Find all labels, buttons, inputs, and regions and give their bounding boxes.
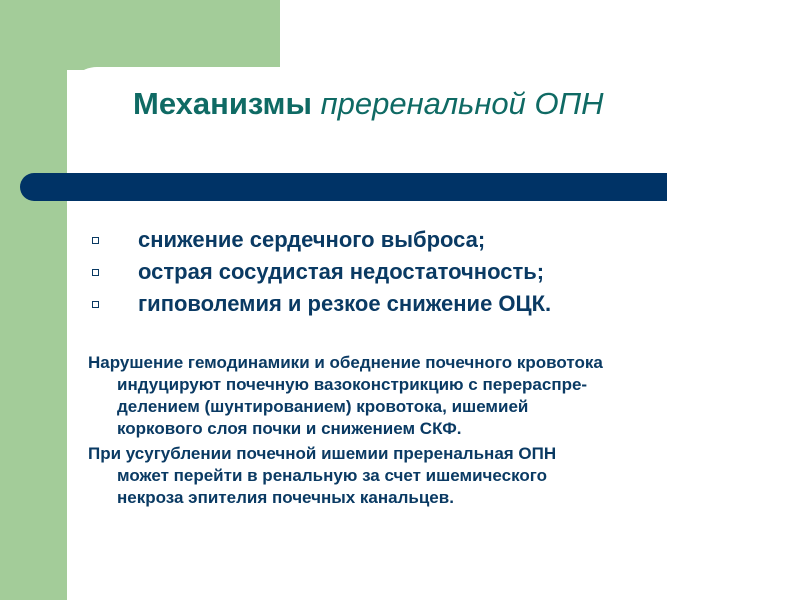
paragraph-line: коркового слоя почки и снижением СКФ. (117, 419, 462, 438)
title-bold-part: Механизмы (133, 86, 312, 121)
content-panel (67, 67, 800, 600)
paragraph-line: При усугублении почечной ишемии преренальная ОПН (88, 444, 557, 463)
square-bullet-icon (92, 301, 99, 308)
paragraph-line: может перейти в ренальную за счет ишемического (117, 466, 547, 485)
decorative-bar (20, 173, 667, 201)
green-accent-left (0, 0, 67, 600)
paragraph-line: индуцируют почечную вазоконстрикцию с перераспре- (117, 375, 588, 394)
title-italic-part: преренальной ОПН (320, 86, 604, 121)
square-bullet-icon (92, 269, 99, 276)
paragraph-hemodynamics (88, 352, 778, 440)
paragraph-line: делением (шунтированием) кровотока, ишемией (117, 397, 529, 416)
paragraph-ischemia (88, 443, 778, 509)
square-bullet-icon (92, 237, 99, 244)
bullet-text: гиповолемия и резкое снижение ОЦК. (138, 291, 552, 316)
bullet-text: острая сосудистая недостаточность; (138, 259, 545, 284)
bullet-text: снижение сердечного выброса; (138, 227, 486, 252)
slide-title (133, 84, 603, 124)
paragraph-line: некроза эпителия почечных канальцев. (117, 488, 454, 507)
paragraph-line: Нарушение гемодинамики и обеднение почечного кровотока (88, 353, 603, 372)
